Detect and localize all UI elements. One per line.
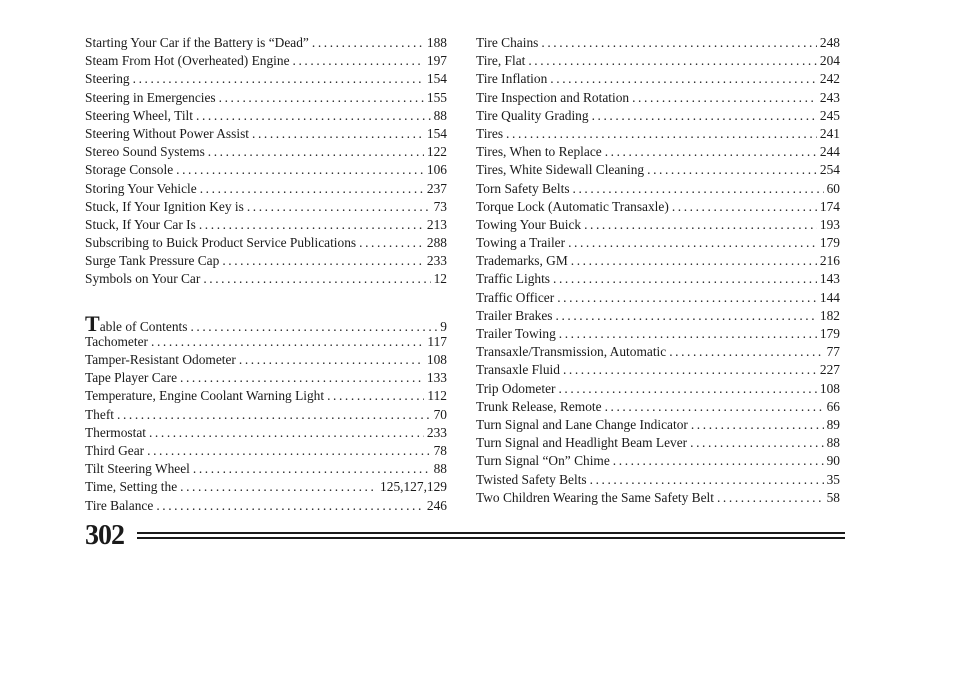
index-entry (476, 416, 840, 434)
dot-leader (180, 478, 377, 496)
index-entry-page: 254 (819, 162, 840, 178)
index-entry-page: 35 (826, 471, 840, 487)
index-entry-page: 112 (427, 388, 447, 404)
page-footer (85, 520, 845, 560)
index-entry (476, 325, 840, 343)
index-entry-table-of-contents (85, 310, 447, 336)
index-entry-label: Transaxle/Transmission, Automatic (476, 344, 667, 360)
index-entry-page: 213 (426, 216, 447, 232)
index-entry-page: 242 (819, 71, 840, 87)
dot-leader (200, 180, 424, 198)
index-entry-label: Traffic Officer (476, 289, 555, 305)
index-entry-page: 58 (826, 489, 840, 505)
index-entry-label: Steam From Hot (Overheated) Engine (85, 53, 290, 69)
dot-leader (239, 351, 424, 369)
index-entry (476, 89, 840, 107)
dot-leader (203, 270, 430, 288)
index-entry-page: 90 (826, 453, 840, 469)
index-entry (476, 307, 840, 325)
index-entry-page: 188 (426, 35, 447, 50)
dot-leader (647, 161, 817, 179)
index-entry-page: 66 (826, 398, 840, 414)
index-entry-label: Starting Your Car if the Battery is “Dead” (85, 35, 309, 50)
index-entry-label: Thermostat (85, 424, 146, 440)
index-entry-page: 78 (433, 442, 447, 458)
index-entry (476, 216, 840, 234)
index-entry-label: Storing Your Vehicle (85, 180, 197, 196)
index-entry (476, 434, 840, 452)
index-entry-label: Storage Console (85, 162, 174, 178)
index-entry-label: Traffic Lights (476, 271, 551, 287)
index-entry-label: Twisted Safety Belts (476, 471, 587, 487)
dot-leader (573, 180, 824, 198)
index-entry-page: 154 (426, 125, 447, 141)
index-list-s (85, 34, 447, 289)
index-entry (85, 406, 447, 424)
dot-leader (632, 89, 817, 107)
index-entry-label: Tires (476, 125, 504, 141)
index-entry-page: 227 (819, 362, 840, 378)
index-entry (85, 234, 447, 252)
index-entry-page: 233 (426, 424, 447, 440)
dot-leader (563, 361, 817, 379)
index-entry (85, 89, 447, 107)
dot-leader (151, 333, 424, 351)
index-entry-label: Trip Odometer (476, 380, 556, 396)
dot-leader (592, 107, 817, 125)
dot-leader (117, 406, 431, 424)
index-entry-label: Tires, White Sidewall Cleaning (476, 162, 645, 178)
index-entry (85, 143, 447, 161)
dot-leader (717, 489, 824, 507)
index-entry-page: 193 (819, 216, 840, 232)
index-entry (476, 180, 840, 198)
index-entry (85, 270, 447, 288)
index-entry-label: Tires, When to Replace (476, 144, 602, 160)
index-entry (476, 361, 840, 379)
index-entry-label: Time, Setting the (85, 479, 178, 495)
index-entry-page: 174 (819, 198, 840, 214)
dot-leader (133, 70, 424, 88)
dot-leader (199, 216, 424, 234)
index-entry-label: Transaxle Fluid (476, 362, 560, 378)
index-entry-label: Tilt Steering Wheel (85, 461, 190, 477)
index-entry-label: Tire Inspection and Rotation (476, 89, 630, 105)
dot-leader (559, 325, 817, 343)
dot-leader (180, 369, 424, 387)
index-entry (476, 70, 840, 88)
index-entry (85, 478, 447, 496)
index-entry (85, 161, 447, 179)
index-entry (476, 52, 840, 70)
index-entry-label: Stuck, If Your Ignition Key is (85, 198, 244, 214)
index-entry (85, 369, 447, 387)
dot-leader (222, 252, 424, 270)
index-entry-label: Theft (85, 406, 114, 422)
dot-leader (691, 416, 824, 434)
index-column-right (476, 34, 840, 507)
index-entry-label: Turn Signal and Lane Change Indicator (476, 416, 688, 432)
index-entry-page: 233 (426, 253, 447, 269)
index-entry (476, 252, 840, 270)
index-entry-label: Tire, Flat (476, 53, 526, 69)
dot-leader (219, 89, 424, 107)
dot-leader (584, 216, 817, 234)
index-entry-page: 182 (819, 307, 840, 323)
index-list-t-continued (476, 34, 840, 507)
index-entry (85, 333, 447, 351)
index-entry-page: 12 (433, 271, 447, 287)
dot-leader (541, 34, 817, 52)
index-entry-label: Stuck, If Your Car Is (85, 216, 196, 232)
dot-leader (147, 442, 430, 460)
index-entry-label: Two Children Wearing the Same Safety Belt (476, 489, 714, 505)
index-entry-page: 197 (426, 53, 447, 69)
dot-leader (690, 434, 823, 452)
index-entry-page: 60 (826, 180, 840, 196)
index-entry-label: Steering Wheel, Tilt (85, 107, 193, 123)
index-entry-label: Stereo Sound Systems (85, 144, 205, 160)
index-entry (476, 161, 840, 179)
index-entry-label: Tire Chains (476, 35, 539, 50)
index-entry-page: 133 (426, 370, 447, 386)
dot-leader (550, 70, 817, 88)
index-entry-page: 179 (819, 326, 840, 341)
index-entry (85, 460, 447, 478)
index-entry-page: 117 (427, 333, 447, 349)
index-entry-page: 88 (433, 461, 447, 477)
page-number: 302 (85, 520, 124, 551)
dot-leader (669, 343, 823, 361)
dot-leader (247, 198, 431, 216)
index-entry-page: 245 (819, 107, 840, 123)
index-entry (476, 270, 840, 288)
dot-leader (558, 380, 816, 398)
index-entry-page: 108 (426, 352, 447, 367)
dot-leader (193, 460, 431, 478)
index-entry (476, 343, 840, 361)
index-entry-page: 179 (819, 235, 840, 251)
index-entry-page: 73 (433, 198, 447, 214)
index-entry (85, 252, 447, 270)
index-entry-label: Third Gear (85, 442, 145, 458)
dot-leader (149, 424, 424, 442)
index-entry-page: 204 (819, 53, 840, 69)
index-entry-page: 88 (826, 435, 840, 451)
index-entry-page: 237 (426, 180, 447, 196)
index-entry-page: 241 (819, 125, 840, 141)
index-entry-page: 248 (819, 35, 840, 50)
index-entry-page: 216 (819, 253, 840, 269)
index-entry-label: Trailer Towing (476, 326, 556, 341)
index-entry-label: Turn Signal “On” Chime (476, 453, 610, 469)
index-entry-label: Steering (85, 71, 130, 87)
footer-rule (137, 532, 845, 534)
index-entry-label: Tachometer (85, 333, 149, 349)
dot-leader (568, 234, 817, 252)
index-entry (85, 198, 447, 216)
index-entry-label: Surge Tank Pressure Cap (85, 253, 220, 269)
dot-leader (327, 387, 424, 405)
index-entry-page: 88 (433, 107, 447, 123)
footer-rule (137, 537, 845, 539)
index-entry-label: Trailer Brakes (476, 307, 553, 323)
index-entry-label: Tire Quality Grading (476, 107, 589, 123)
index-entry-page: 288 (426, 235, 447, 251)
index-entry (476, 198, 840, 216)
index-entry-page: 106 (426, 162, 447, 178)
index-entry-page: 70 (433, 406, 447, 422)
dot-leader (553, 270, 817, 288)
dot-leader (359, 234, 424, 252)
index-entry-label: Tamper-Resistant Odometer (85, 352, 236, 367)
index-entry-page: 246 (426, 497, 447, 513)
index-entry-page: 143 (819, 271, 840, 287)
index-entry (85, 52, 447, 70)
index-entry-page: 108 (819, 380, 840, 396)
dot-leader (571, 252, 817, 270)
index-entry-page: 122 (426, 144, 447, 160)
index-entry-label: Trademarks, GM (476, 253, 568, 269)
index-entry (85, 351, 447, 369)
dot-leader (672, 198, 817, 216)
index-entry-label: Symbols on Your Car (85, 271, 201, 287)
index-entry (476, 143, 840, 161)
section-first-label: able of Contents (99, 318, 188, 334)
dot-leader (528, 52, 817, 70)
index-entry (85, 497, 447, 515)
index-entry (85, 387, 447, 405)
index-entry (476, 452, 840, 470)
index-entry-label: Towing a Trailer (476, 235, 566, 251)
index-entry (476, 125, 840, 143)
dot-leader (557, 289, 817, 307)
dot-leader (208, 143, 424, 161)
section-initial: T (85, 310, 100, 336)
dot-leader (252, 125, 424, 143)
index-column-left (85, 34, 447, 515)
index-entry-label: Torn Safety Belts (476, 180, 570, 196)
index-entry-label: Temperature, Engine Coolant Warning Light (85, 388, 325, 404)
index-list-t (85, 333, 447, 515)
index-entry (476, 471, 840, 489)
index-entry-page: 77 (826, 344, 840, 360)
dot-leader (196, 107, 431, 125)
index-entry (476, 107, 840, 125)
dot-leader (312, 34, 424, 52)
index-entry (476, 34, 840, 52)
index-entry (85, 180, 447, 198)
index-entry-label: Subscribing to Buick Product Service Publications (85, 235, 357, 251)
section-gap (85, 289, 447, 315)
index-entry (476, 380, 840, 398)
index-entry-page: 154 (426, 71, 447, 87)
dot-leader (176, 161, 424, 179)
index-entry-label: Turn Signal and Headlight Beam Lever (476, 435, 688, 451)
index-entry-page: 9 (440, 318, 447, 334)
index-entry-label: Towing Your Buick (476, 216, 582, 232)
index-entry-page: 155 (426, 89, 447, 105)
dot-leader (556, 307, 817, 325)
index-entry-label: Trunk Release, Remote (476, 398, 602, 414)
index-entry (476, 234, 840, 252)
index-entry-label: Tire Inflation (476, 71, 548, 87)
index-entry (476, 489, 840, 507)
dot-leader (605, 398, 824, 416)
index-entry (85, 442, 447, 460)
index-entry (476, 289, 840, 307)
index-entry-page: 144 (819, 289, 840, 305)
dot-leader (590, 471, 824, 489)
dot-leader (156, 497, 424, 515)
index-entry-label: Steering Without Power Assist (85, 125, 249, 141)
dot-leader (605, 143, 817, 161)
index-entry (85, 34, 447, 52)
index-entry (85, 424, 447, 442)
index-entry-label: Tire Balance (85, 497, 154, 513)
index-entry (85, 216, 447, 234)
dot-leader (506, 125, 817, 143)
index-entry (85, 70, 447, 88)
index-entry-page: 89 (826, 416, 840, 432)
index-entry (85, 107, 447, 125)
index-entry-label: Steering in Emergencies (85, 89, 216, 105)
index-entry-label: Torque Lock (Automatic Transaxle) (476, 198, 669, 214)
index-entry (85, 125, 447, 143)
dot-leader (293, 52, 424, 70)
dot-leader (613, 452, 824, 470)
index-entry-page: 125,127,129 (380, 479, 447, 495)
index-entry-label: Tape Player Care (85, 370, 178, 386)
index-entry-page: 244 (819, 144, 840, 160)
index-entry-page: 243 (819, 89, 840, 105)
index-entry (476, 398, 840, 416)
